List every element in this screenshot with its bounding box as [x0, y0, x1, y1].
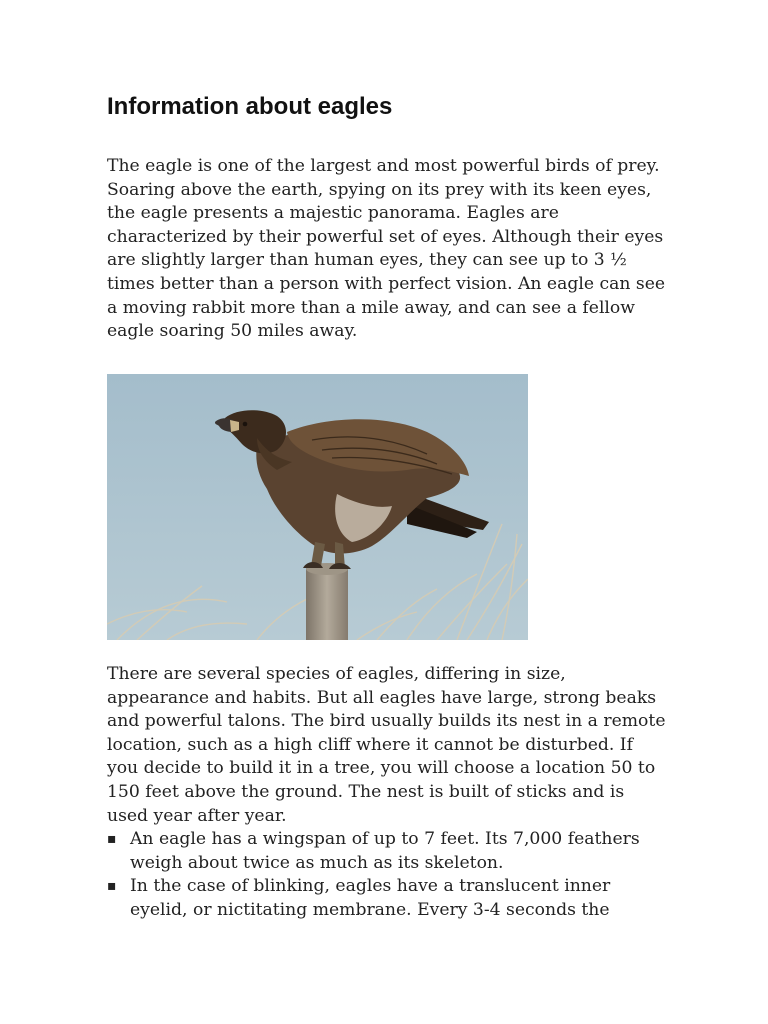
facts-list [107, 828, 667, 922]
list-item [107, 828, 667, 875]
bullet-marker-icon: ▪ [107, 831, 117, 847]
eagle-photo [107, 374, 528, 640]
list-item-text: An eagle has a wingspan of up to 7 feet. Its 7,000 feathers weigh about twice as much as its skeleton. [130, 829, 640, 873]
intro-paragraph: The eagle is one of the largest and most powerful birds of prey. Soaring above the earth, spying on its prey with its keen eyes, the eagle presents a majestic panorama. Eagles are characterized by their powerful set of eyes. Although their eyes are slightly larger than human eyes, they can see up to 3 ½ times better than a person with perfect vision. An eagle can see a moving rabbit more than a mile away, and can see a fellow eagle soaring 50 miles away. [107, 156, 666, 342]
list-item [107, 875, 667, 922]
bullet-marker-icon: ▪ [107, 878, 117, 895]
list-item-text: In the case of blinking, eagles have a translucent inner eyelid, or nictitating membrane. Every 3-4 seconds the [130, 876, 611, 920]
species-paragraph: There are several species of eagles, differing in size, appearance and habits. But all eagles have large, strong beaks and powerful talons. The bird usually builds its nest in a remote location, such as a high cliff where it cannot be disturbed. If you decide to build it in a tree, you will choose a location 50 to 150 feet above the ground. The nest is built of sticks and is used year after year. [107, 664, 666, 826]
page-title: Information about eagles [107, 93, 393, 120]
